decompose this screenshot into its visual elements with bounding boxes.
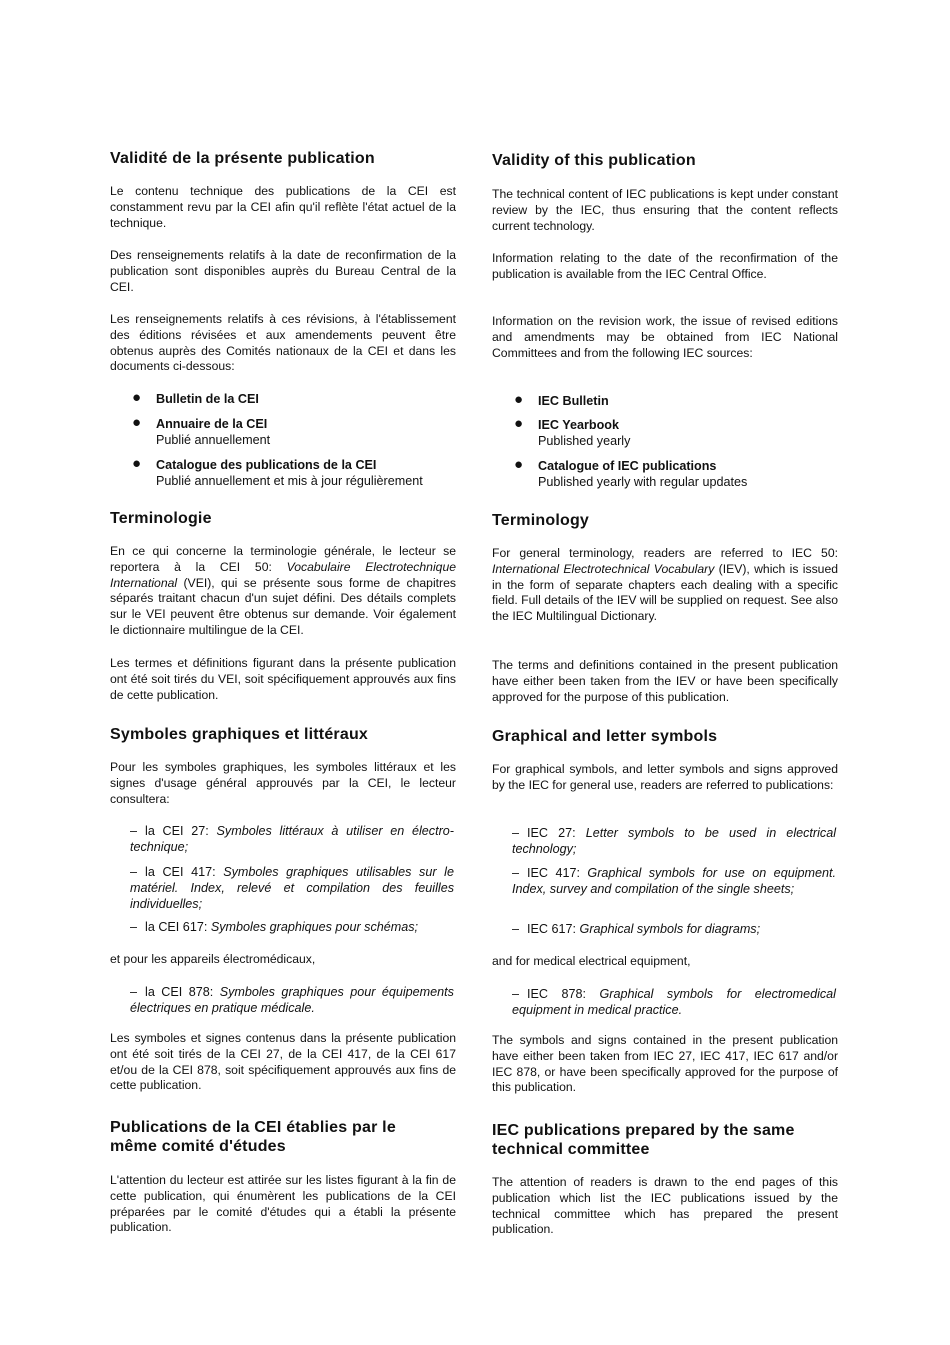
- validity-heading: Validité de la présente publication: [110, 150, 375, 167]
- standard-reference: – la CEI 27: Symboles littéraux à utiliser en électro-technique;: [130, 824, 454, 854]
- validity-paragraph: Le contenu technique des publications de la CEI est constamment revu par la CEI afin qu'il reflète l'état actuel de la technique.: [110, 184, 456, 230]
- committee-paragraph: The attention of readers is drawn to the end pages of this publication which list the IEC publications issued by the technical committee which has prepared the present publication.: [492, 1175, 838, 1237]
- bullet-title: IEC Yearbook: [538, 418, 619, 432]
- committee-paragraph: L'attention du lecteur est attirée sur les listes figurant à la fin de cette publication, qui énumèrent les publications de la CEI préparées par le comité d'études qui a établi la présente publication.: [110, 1173, 456, 1235]
- symbols-heading: Symboles graphiques et littéraux: [110, 726, 369, 743]
- bullet-item: [132, 391, 462, 407]
- standard-reference: – la CEI 617: Symboles graphiques pour schémas;: [130, 920, 419, 934]
- terminology-heading: Terminology: [492, 512, 590, 529]
- symbols-paragraph: and for medical electrical equipment,: [492, 954, 691, 968]
- bullet-subtitle: Published yearly with regular updates: [538, 475, 748, 489]
- bullet-icon: ●: [132, 414, 142, 431]
- bullet-title: Annuaire de la CEI: [156, 417, 268, 431]
- bullet-title: Catalogue of IEC publications: [538, 459, 717, 473]
- bullet-item: [514, 393, 844, 409]
- symbols-paragraph: Pour les symboles graphiques, les symboles littéraux et les signes d'usage général approuvés par la CEI, le lecteur consultera:: [110, 760, 456, 806]
- validity-paragraph: Information relating to the date of the reconfirmation of the publication is available from the IEC Central Office.: [492, 251, 838, 281]
- committee-heading: Publications de la CEI établies par le même comité d'études: [110, 1119, 396, 1155]
- standard-reference: – IEC 27: Letter symbols to be used in electrical technology;: [512, 826, 837, 856]
- bullet-title: Bulletin de la CEI: [156, 392, 259, 406]
- standard-reference: – IEC 417: Graphical symbols for use on equipment. Index, survey and compilation of the single sheets;: [512, 866, 836, 896]
- symbols-paragraph: For graphical symbols, and letter symbols and signs approved by the IEC for general use, readers are referred to publications:: [492, 762, 838, 792]
- bullet-subtitle: Publié annuellement: [156, 433, 271, 447]
- bullet-icon: ●: [132, 455, 142, 472]
- terminology-heading: Terminologie: [110, 510, 212, 527]
- bullet-subtitle: Published yearly: [538, 434, 631, 448]
- bullet-item: [132, 457, 462, 489]
- standard-reference: – IEC 878: Graphical symbols for electromedical equipment in medical practice.: [512, 987, 836, 1017]
- standard-reference: – la CEI 878: Symboles graphiques pour équipements électriques en pratique médicale.: [130, 985, 454, 1015]
- terminology-paragraph: The terms and definitions contained in the present publication have either been taken from the IEV or have been specifically approved for the purpose of this publication.: [492, 658, 838, 704]
- terminology-paragraph: For general terminology, readers are referred to IEC 50: International Electrotechnical Vocabulary (IEV), which is issued in the form of separate chapters each dealing with a specific field. Full details of the IEV will be supplied on request. See also the IEC Multilingual Dictionary.: [492, 546, 838, 624]
- bullet-icon: ●: [132, 389, 142, 406]
- symbols-heading: Graphical and letter symbols: [492, 728, 718, 745]
- committee-heading: IEC publications prepared by the same technical committee: [492, 1122, 795, 1158]
- symbols-paragraph: Les symboles et signes contenus dans la présente publication ont été soit tirés de la CEI 27, de la CEI 417, de la CEI 617 et/ou de la CEI 878, soit spécifiquement approuvés aux fins de cette publication.: [110, 1031, 456, 1093]
- bullet-title: IEC Bulletin: [538, 394, 609, 408]
- symbols-paragraph: et pour les appareils électromédicaux,: [110, 952, 316, 966]
- terminology-paragraph: Les termes et définitions figurant dans la présente publication ont été soit tirés du VEI, soit spécifiquement approuvés aux fins de cette publication.: [110, 656, 456, 702]
- bullet-icon: ●: [514, 415, 524, 432]
- validity-paragraph: The technical content of IEC publications is kept under constant review by the IEC, thus ensuring that the content reflects current technology.: [492, 187, 838, 233]
- validity-heading: Validity of this publication: [492, 152, 696, 169]
- standard-reference: – la CEI 417: Symboles graphiques utilisables sur le matériel. Index, relevé et compilation des feuilles individuelles;: [130, 865, 454, 911]
- bullet-subtitle: Publié annuellement et mis à jour régulièrement: [156, 474, 423, 488]
- standard-reference: – IEC 617: Graphical symbols for diagrams;: [512, 922, 761, 936]
- symbols-paragraph: The symbols and signs contained in the present publication have either been taken from IEC 27, IEC 417, IEC 617 and/or IEC 878, or have been specifically approved for the purpose of this publication.: [492, 1033, 838, 1095]
- bullet-item: [514, 458, 844, 490]
- bullet-icon: ●: [514, 391, 524, 408]
- validity-paragraph: Les renseignements relatifs à ces révisions, à l'établissement des éditions révisées et aux amendements peuvent être obtenus auprès des Comités nationaux de la CEI et dans les documents ci-dessous:: [110, 312, 456, 374]
- terminology-paragraph: En ce qui concerne la terminologie générale, le lecteur se reportera à la CEI 50: Vocabulaire Electrotechnique International (VEI), qui se présente sous forme de chapitres séparés traitant chacun d'un sujet défini. Des détails complets sur le VEI peuvent être obtenus sur demande. Voir également le dictionnaire multilingue de la CEI.: [110, 544, 456, 637]
- validity-paragraph: Information on the revision work, the issue of revised editions and amendments may be obtained from IEC National Committees and from the following IEC sources:: [492, 314, 838, 360]
- bullet-item: [132, 416, 462, 448]
- bullet-title: Catalogue des publications de la CEI: [156, 458, 377, 472]
- validity-paragraph: Des renseignements relatifs à la date de reconfirmation de la publication sont disponibles auprès du Bureau Central de la CEI.: [110, 248, 456, 294]
- bullet-item: [514, 417, 844, 449]
- bullet-icon: ●: [514, 456, 524, 473]
